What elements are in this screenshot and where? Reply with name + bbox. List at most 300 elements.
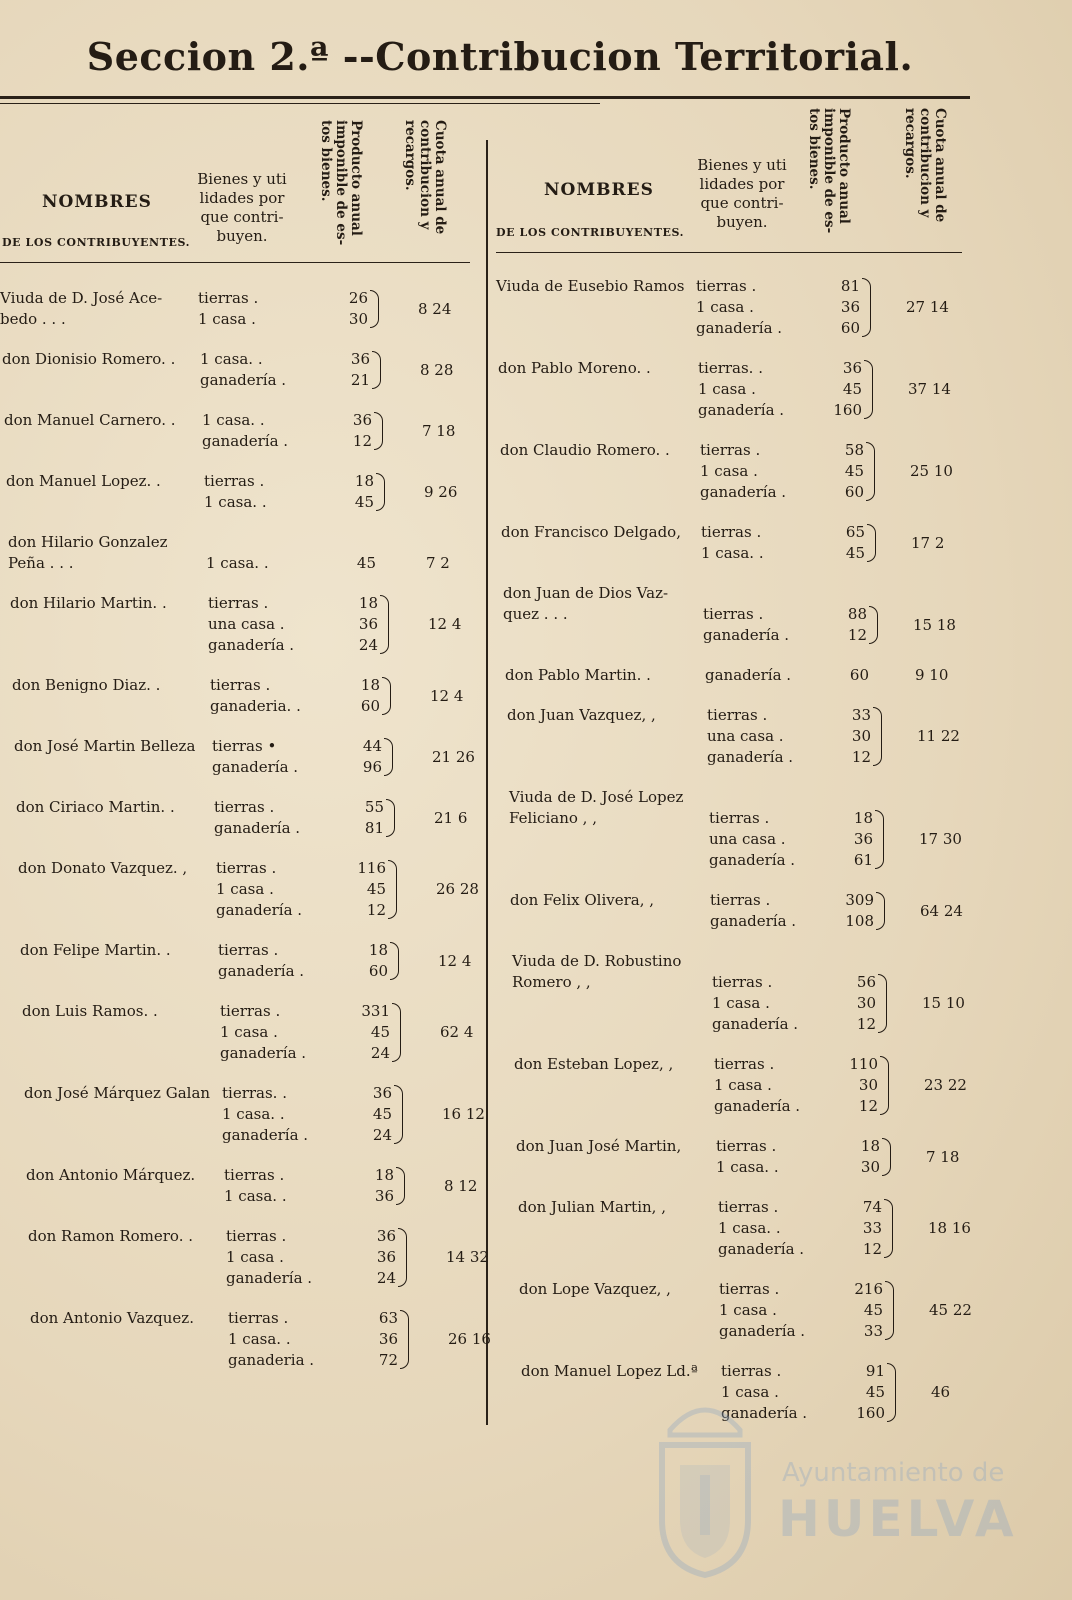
property-list [204,471,267,513]
property-item: 1 casa . [696,298,754,316]
product-value: 33 [863,1322,883,1340]
contributor-name: don Luis Ramos. . [22,1002,158,1020]
brace-mark [864,360,873,419]
property-item: ganadería . [218,962,305,980]
contributor-name: don Donato Vazquez. , [18,859,188,877]
property-list [703,583,789,646]
product-values [338,797,384,839]
property-item: 1 casa. . [224,1187,287,1205]
property-item: ganadería . [216,901,303,919]
table-row [503,583,983,646]
property-list [218,940,304,982]
product-value: 61 [853,851,873,869]
property-item: ganadería . [214,819,301,837]
cuota-value: 17 30 [919,830,962,848]
product-values [837,1279,883,1342]
property-item: tierras . [216,859,277,877]
contributor-name: don Lope Vazquez, , [519,1280,671,1298]
product-value [827,787,873,808]
cuota-value: 21 26 [432,747,475,766]
property-item: ganadería . [719,1322,806,1340]
property-list [696,276,782,339]
brace-mark [382,677,391,715]
product-value: 60 [368,962,388,980]
cuota-value: 9 26 [424,482,458,501]
header-nombres-sub: DE LOS CONTRIBUYENTES. [2,236,191,249]
product-values [344,1001,390,1064]
product-values [350,1226,396,1289]
product-value: 45 [845,544,865,562]
contributor-name: don Juan Vazquez, , [507,706,656,724]
table-row [512,951,992,1035]
property-item: tierras . [710,891,771,909]
product-values [336,736,382,778]
table-row [6,471,486,513]
product-value: 36 [372,1084,392,1102]
property-item: tierras . [703,605,764,623]
table-row [518,1197,998,1260]
contributor-name: Viuda de Eusebio Ramos [496,277,685,295]
brace-mark [400,1310,409,1369]
product-values [352,1308,398,1371]
property-list [228,1308,314,1371]
header-producto: Producto anual imponible de es- tos bienes. [318,120,364,246]
property-list [198,288,258,330]
property-item: ganadería . [208,636,295,654]
product-value: 36 [376,1248,396,1266]
cuota-value: 37 14 [908,380,951,398]
product-values [334,675,380,717]
table-row [26,1165,506,1207]
cuota-value: 7 18 [422,421,456,440]
product-value: 36 [842,359,862,377]
brace-mark [396,1167,405,1205]
product-value: 81 [364,819,384,837]
product-value: 60 [844,483,864,501]
table-row [12,675,492,717]
property-item: ganadería . [698,401,785,419]
product-value: 74 [862,1198,882,1216]
cuota-value: 12 4 [428,615,462,633]
cuota-value: 15 18 [913,615,956,634]
product-value: 45 [842,380,862,398]
property-list [714,1054,800,1117]
header-underline [496,252,962,253]
table-row [8,532,488,574]
product-value: 12 [858,1097,878,1115]
property-item: tierras . [701,523,762,541]
brace-mark [386,799,395,837]
header-underline [0,262,470,263]
table-row [514,1054,994,1117]
product-value [830,951,876,972]
brace-mark [885,1281,894,1340]
property-item: ganadería . [700,483,787,501]
product-value: 63 [378,1309,398,1327]
product-value: 36 [374,1187,394,1205]
property-item: tierras . [709,809,770,827]
cuota-value: 26 16 [448,1330,491,1348]
property-item: ganadería . [718,1240,805,1258]
property-item: ganadería . [714,1097,801,1115]
property-item: una casa . [707,727,784,745]
watermark-line2: HUELVA [778,1490,1018,1548]
contributor-name: don Ciriaco Martin. . [16,798,175,816]
brace-mark [374,412,383,450]
property-item [206,532,269,553]
product-values [818,440,864,503]
left-table-header [0,0,480,272]
product-value: 18 [354,472,374,490]
product-value [821,583,867,604]
property-item: tierras . [204,472,265,490]
table-row [498,358,978,421]
product-values [328,471,374,513]
product-values [814,276,860,339]
contributor-name: don Antonio Vazquez. [30,1309,194,1327]
cuota-value: 45 22 [929,1301,972,1319]
property-item: ganadería . [696,319,783,337]
product-value: 72 [378,1351,398,1369]
property-item: tierras . [718,1198,779,1216]
product-value: 12 [851,748,871,766]
property-item: tierras . [228,1309,289,1327]
property-list [226,1226,312,1289]
property-item: 1 casa. . [200,350,263,368]
product-values [834,1136,880,1178]
property-item: tierras . [714,1055,775,1073]
brace-mark [392,1003,401,1062]
property-item: 1 casa. . [716,1158,779,1176]
cuota-value: 7 2 [426,554,450,572]
product-value: 12 [847,626,867,644]
header-bienes: Bienes y uti lidades por que contri- buyen. [697,156,787,231]
cuota-value: 18 16 [928,1219,971,1237]
contributor-name: don José Márquez Galan [24,1084,211,1102]
table-row [30,1308,510,1371]
property-item: tierras . [214,798,275,816]
product-value: 36 [358,615,378,633]
brace-mark [873,707,882,766]
product-value: 24 [358,636,378,654]
property-item: 1 casa . [712,994,770,1012]
brace-mark [882,1138,891,1176]
property-item: una casa . [208,615,285,633]
product-values [348,1165,394,1207]
contributor-name: don Esteban Lopez, , [514,1055,674,1073]
product-value: 26 [348,289,368,307]
cuota-value: 12 4 [438,951,472,970]
cuota-value: 27 14 [906,298,949,316]
property-item: ganadería . [703,626,790,644]
product-value: 21 [350,371,370,389]
product-values [816,358,862,421]
product-value: 24 [370,1044,390,1062]
table-row [2,349,482,391]
property-item: ganadería . [226,1269,313,1287]
contributor-name: don Juan José Martin, [516,1137,682,1155]
product-values [819,522,865,564]
brace-mark [878,974,887,1033]
property-item: ganadería . [222,1126,309,1144]
contributor-name: Viuda de D. Robustino Romero , , [512,952,682,991]
cuota-value: 23 22 [924,1076,967,1094]
property-list [208,593,294,656]
property-list [719,1279,805,1342]
property-item: tierras . [226,1227,287,1245]
product-value: 45 [863,1301,883,1319]
property-item: 1 casa . [721,1383,779,1401]
table-row [14,736,494,778]
brace-mark [867,524,876,562]
product-value: 56 [856,973,876,991]
table-row [510,890,990,932]
property-item: tierras . [210,676,271,694]
brace-mark [380,595,389,654]
product-value: 81 [840,277,860,295]
table-row [0,288,480,330]
table-row [24,1083,504,1146]
right-table-header [496,0,976,272]
property-list [202,410,288,452]
contributor-name: don Benigno Diaz. . [12,676,161,694]
property-item: ganadería . [212,758,299,776]
brace-mark [876,892,885,930]
product-values [324,349,370,391]
brace-mark [390,942,399,980]
contributor-name: don Julian Martin, , [518,1198,666,1216]
property-item [712,951,798,972]
product-value: 116 [357,859,386,877]
product-value: 60 [849,666,869,684]
product-value: 60 [840,319,860,337]
coat-of-arms-icon [650,1390,760,1580]
property-item: ganadería . [712,1015,799,1033]
property-item: tierras . [220,1002,281,1020]
contributor-name: don Felix Olivera, , [510,891,655,909]
property-item: 1 casa. . [222,1105,285,1123]
product-value: 18 [368,941,388,959]
product-value: 45 [844,462,864,480]
property-list [222,1083,308,1146]
product-value: 108 [845,912,874,930]
product-value: 24 [372,1126,392,1144]
product-value: 12 [352,432,372,450]
property-list [709,787,795,871]
property-list [705,665,791,686]
property-list [220,1001,306,1064]
property-item: tierras . [198,289,259,307]
contributor-name: don Manuel Carnero. . [4,411,176,429]
product-value: 33 [851,706,871,724]
property-list [700,440,786,503]
cuota-value: 17 2 [911,533,945,552]
cuota-value: 16 12 [442,1105,485,1123]
property-item: 1 casa . [714,1076,772,1094]
cuota-value: 64 24 [920,901,963,920]
cuota-value: 12 4 [430,686,464,705]
watermark [650,1390,1018,1580]
product-value: 30 [860,1158,880,1176]
property-item: 1 casa . [698,380,756,398]
product-value: 91 [865,1362,885,1380]
brace-mark [370,290,379,328]
property-item: ganaderia . [228,1351,315,1369]
table-row [500,440,980,503]
property-item: tierras. . [698,359,763,377]
property-list [710,890,796,932]
property-item: tierras . [707,706,768,724]
product-value: 36 [378,1330,398,1348]
product-value: 45 [370,1023,390,1041]
property-list [210,675,301,717]
contributor-name: don Pablo Martin. . [505,666,651,684]
product-value: 36 [376,1227,396,1245]
contributor-name: Viuda de D. José Lopez Feliciano , , [509,788,684,827]
watermark-line1: Ayuntamiento de [782,1458,1005,1488]
property-list [216,858,302,921]
property-item: ganadería . [220,1044,307,1062]
property-item: tierras. . [222,1084,287,1102]
property-item: 1 casa . [700,462,758,480]
product-value: 36 [352,411,372,429]
product-value: 12 [366,901,386,919]
cuota-value: 11 22 [917,727,960,745]
table-row [18,858,498,921]
product-value: 45 [366,880,386,898]
header-cuota: Cuota anual de contribucion y recargos. [902,108,948,223]
property-item: tierras . [224,1166,285,1184]
product-value: 58 [844,441,864,459]
table-row [519,1279,999,1342]
brace-mark [376,473,385,511]
product-value [330,532,376,553]
table-row [22,1001,502,1064]
cuota-value: 8 24 [418,299,452,318]
property-list [224,1165,287,1207]
cuota-value: 62 4 [440,1023,474,1041]
property-list [212,736,298,778]
product-value: 45 [356,554,376,572]
property-item: tierras . [716,1137,777,1155]
property-list [716,1136,779,1178]
property-item: 1 casa. . [228,1330,291,1348]
product-values [830,951,876,1035]
product-value: 18 [853,809,873,827]
property-item: 1 casa. . [202,411,265,429]
table-row [516,1136,996,1178]
property-list [701,522,764,564]
product-value: 44 [362,737,382,755]
property-item: 1 casa. . [701,544,764,562]
header-bienes: Bienes y uti lidades por que contri- buyen. [197,170,287,245]
cuota-value: 46 [931,1383,951,1401]
contributor-name: don Hilario Martin. . [10,594,167,612]
product-value: 18 [374,1166,394,1184]
property-item: ganadería . [707,748,794,766]
property-item: una casa . [709,830,786,848]
table-row [16,797,496,839]
product-value: 160 [856,1404,885,1422]
header-producto: Producto anual imponible de es- tos bienes. [806,108,852,234]
brace-mark [384,738,393,776]
product-value: 88 [847,605,867,623]
product-value: 12 [862,1240,882,1258]
contributor-name: Viuda de D. José Ace- bedo . . . [0,289,163,328]
cuota-value: 25 10 [910,462,953,480]
property-item [709,787,795,808]
property-list [707,705,793,768]
contributor-name: don Claudio Romero. . [500,441,670,459]
product-value: 30 [851,727,871,745]
contributor-name: don Dionisio Romero. . [2,350,176,368]
contributor-name: don José Martin Belleza [14,737,196,755]
property-item: ganadería . [202,432,289,450]
header-nombres: NOMBRES [42,192,152,212]
product-value: 96 [362,758,382,776]
product-value: 18 [860,1137,880,1155]
product-value: 36 [853,830,873,848]
product-values [825,705,871,768]
product-values [823,665,869,686]
product-value: 12 [856,1015,876,1033]
table-row [501,522,981,564]
product-value: 18 [360,676,380,694]
product-value: 24 [376,1269,396,1287]
property-list [200,349,286,391]
property-list [214,797,300,839]
property-item: ganaderia. . [210,697,301,715]
product-values [346,1083,392,1146]
product-value: 33 [862,1219,882,1237]
product-values [827,787,873,871]
table-row [507,705,987,768]
property-item: 1 casa. . [206,554,269,572]
brace-mark [884,1199,893,1258]
property-list [712,951,798,1035]
property-list [698,358,784,421]
product-values [340,858,386,921]
product-value: 160 [833,401,862,419]
property-item: 1 casa . [226,1248,284,1266]
brace-mark [880,1056,889,1115]
property-item: ganadería . [721,1404,808,1422]
property-item: ganadería . [705,666,792,684]
product-values [322,288,368,330]
cuota-value: 14 32 [446,1248,489,1266]
property-item: tierras . [712,973,773,991]
product-values [332,593,378,656]
property-item: 1 casa . [216,880,274,898]
product-value: 30 [856,994,876,1012]
header-cuota: Cuota anual de contribucion y recargos. [402,120,448,235]
contributor-name: don Ramon Romero. . [28,1227,193,1245]
brace-mark [862,278,871,337]
contributor-name: don Antonio Márquez. [26,1166,196,1184]
cuota-value: 26 28 [436,880,479,898]
product-values [326,410,372,452]
table-row [496,276,976,339]
product-values [836,1197,882,1260]
table-row [28,1226,508,1289]
product-value: 60 [360,697,380,715]
brace-mark [398,1228,407,1287]
table-row [505,665,985,686]
header-nombres: NOMBRES [544,180,654,200]
property-item: tierras . [696,277,757,295]
page-title: Seccion 2.ª --Contribucion Territorial. [86,34,914,79]
product-value: 18 [358,594,378,612]
